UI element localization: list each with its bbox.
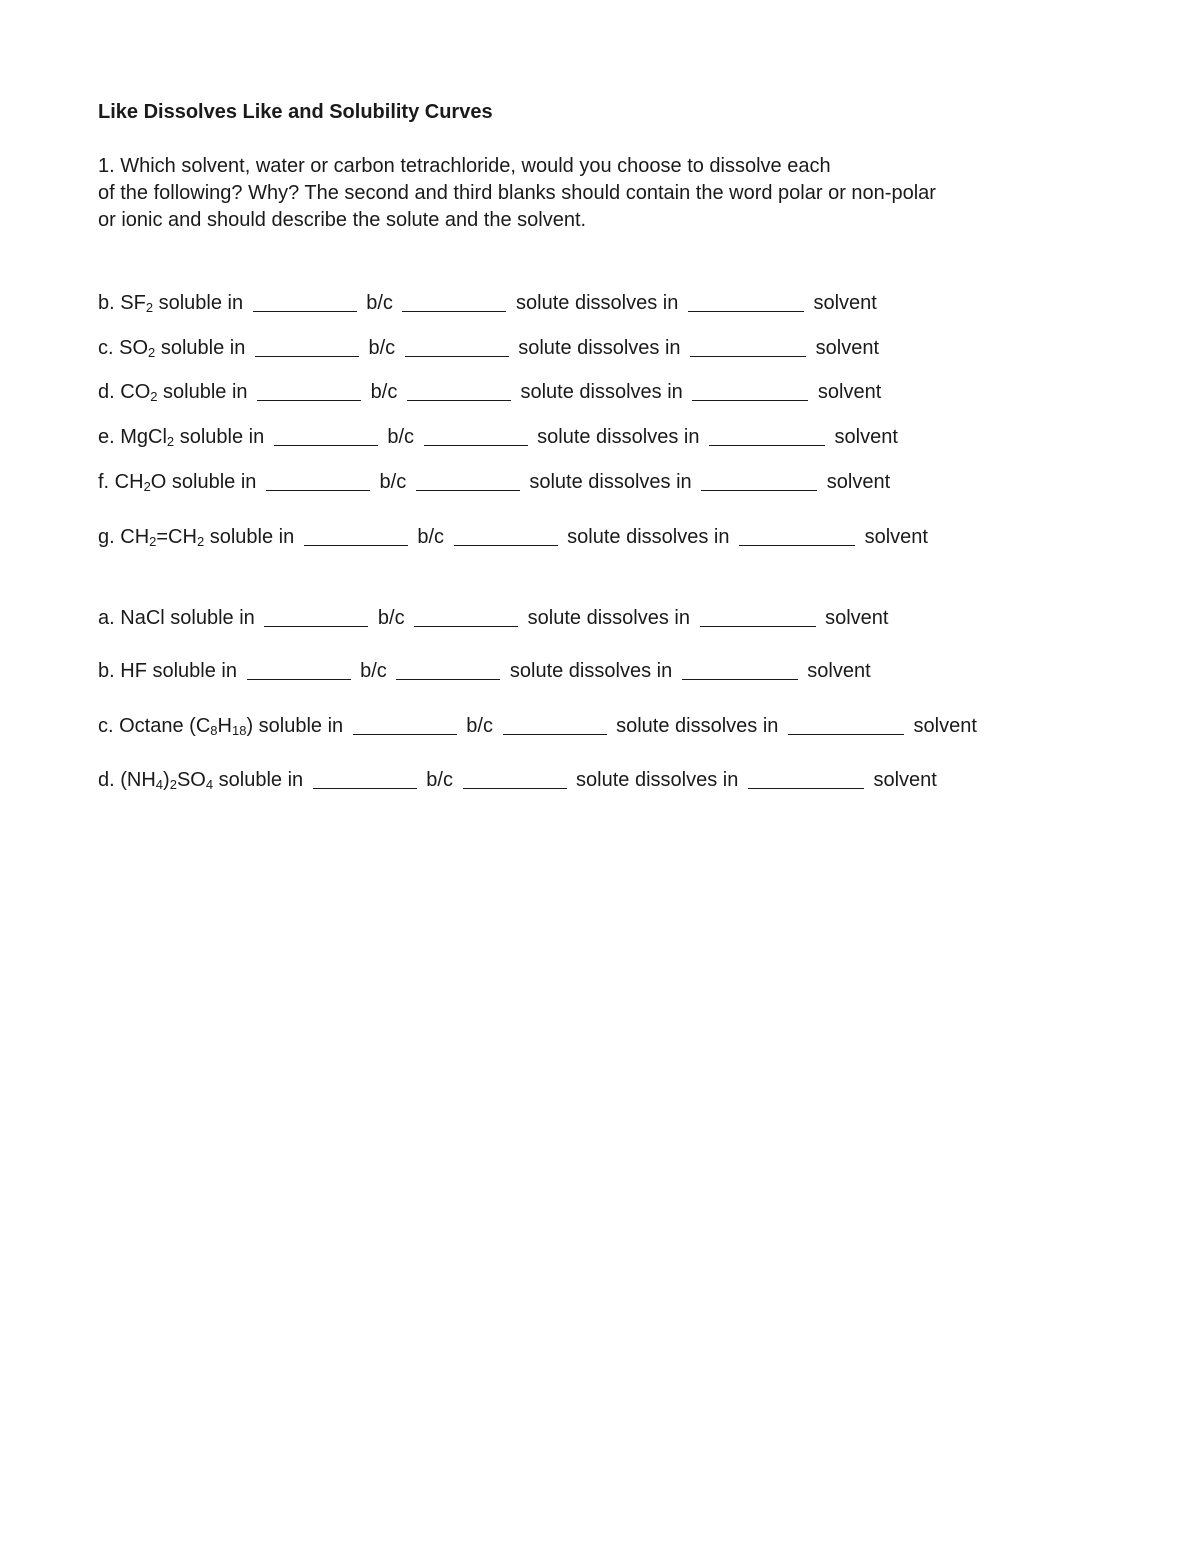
solute-type-blank[interactable]: [424, 428, 528, 446]
solvent-choice-blank[interactable]: [255, 339, 359, 357]
formula-subscript: 2: [143, 479, 151, 494]
solvent-text: solvent: [829, 426, 898, 448]
question-label: c.: [98, 337, 120, 359]
solvent-type-blank[interactable]: [788, 717, 904, 735]
instructions: [98, 153, 1158, 234]
solute-type-blank[interactable]: [503, 717, 607, 735]
formula-text: SF: [120, 292, 146, 314]
solvent-text: solvent: [907, 715, 977, 737]
solute-dissolves-in-text: solute dissolves in: [610, 715, 784, 737]
question-label: d.: [98, 381, 121, 403]
solvent-choice-blank[interactable]: [266, 473, 370, 491]
formula-text: H: [217, 715, 232, 737]
solute-type-blank[interactable]: [416, 473, 520, 491]
solvent-type-blank[interactable]: [700, 609, 816, 627]
solvent-choice-blank[interactable]: [253, 294, 357, 312]
soluble-in-text: soluble in: [174, 426, 270, 448]
solute-dissolves-in-text: solute dissolves in: [522, 607, 696, 629]
solvent-text: solvent: [819, 607, 889, 629]
soluble-in-text: soluble in: [166, 471, 262, 493]
question-item: [98, 424, 898, 452]
soluble-in-text: soluble in: [213, 769, 309, 791]
because-text: b/c: [360, 292, 399, 314]
question-item: [98, 379, 881, 407]
solute-dissolves-in-text: solute dissolves in: [512, 337, 687, 359]
because-text: b/c: [373, 471, 412, 493]
instructions-line-3: or ionic and should describe the solute and the solvent.: [98, 209, 587, 231]
question-item: [98, 469, 890, 497]
solute-dissolves-in-text: solute dissolves in: [561, 526, 736, 548]
formula-text: CH: [120, 526, 150, 548]
chemical-formula: [120, 381, 157, 403]
formula-text: MgCl: [120, 426, 167, 448]
solvent-choice-blank[interactable]: [313, 771, 417, 789]
solute-dissolves-in-text: solute dissolves in: [510, 292, 684, 314]
soluble-in-text: soluble in: [152, 660, 243, 682]
solvent-type-blank[interactable]: [690, 339, 806, 357]
solvent-type-blank[interactable]: [709, 428, 825, 446]
question-label: f.: [98, 471, 115, 493]
question-label: d.: [98, 769, 121, 791]
because-text: b/c: [411, 526, 450, 548]
formula-subscript: 2: [166, 434, 175, 449]
soluble-in-text: soluble in: [204, 526, 300, 548]
formula-text: ): [246, 715, 254, 737]
soluble-in-text: soluble in: [153, 292, 249, 314]
formula-subscript: 2: [145, 300, 154, 315]
formula-subscript: 2: [169, 777, 177, 792]
solvent-text: solvent: [807, 292, 877, 314]
chemical-formula: [120, 292, 153, 314]
solvent-type-blank[interactable]: [688, 294, 804, 312]
formula-subscript: 2: [149, 534, 157, 549]
formula-subscript: 8: [210, 723, 218, 738]
formula-subscript: 2: [148, 345, 156, 360]
solvent-choice-blank[interactable]: [353, 717, 457, 735]
question-item: [98, 767, 937, 795]
soluble-in-text: soluble in: [157, 381, 254, 403]
question-label: g.: [98, 526, 121, 548]
worksheet-title: Like Dissolves Like and Solubility Curves: [98, 101, 493, 123]
formula-text: Octane (C: [119, 715, 211, 737]
solvent-text: solvent: [810, 337, 880, 359]
soluble-in-text: soluble in: [155, 337, 251, 359]
soluble-in-text: soluble in: [170, 607, 261, 629]
because-text: b/c: [365, 381, 403, 403]
solvent-choice-blank[interactable]: [274, 428, 378, 446]
solvent-text: solvent: [812, 381, 882, 403]
formula-text: ): [163, 769, 170, 791]
solvent-type-blank[interactable]: [692, 383, 808, 401]
solute-type-blank[interactable]: [396, 662, 500, 680]
solute-dissolves-in-text: solute dissolves in: [531, 426, 705, 448]
solute-dissolves-in-text: solute dissolves in: [570, 769, 744, 791]
because-text: b/c: [420, 769, 459, 791]
chemical-formula: [120, 526, 204, 548]
formula-text: SO: [119, 337, 149, 359]
formula-text: SO: [176, 769, 206, 791]
solute-type-blank[interactable]: [414, 609, 518, 627]
chemical-formula: [120, 660, 152, 682]
question-label: c.: [98, 715, 120, 737]
instructions-line-2: of the following? Why? The second and third blanks should contain the word polar or non-polar: [98, 182, 936, 204]
question-item: [98, 335, 879, 363]
solute-dissolves-in-text: solute dissolves in: [523, 471, 698, 493]
solute-type-blank[interactable]: [454, 528, 558, 546]
question-item: [98, 658, 871, 684]
solvent-text: solvent: [801, 660, 871, 682]
chemical-formula: [115, 471, 167, 493]
solvent-choice-blank[interactable]: [304, 528, 408, 546]
solute-type-blank[interactable]: [463, 771, 567, 789]
solute-dissolves-in-text: solute dissolves in: [504, 660, 678, 682]
formula-text: O: [150, 471, 167, 493]
question-label: a.: [98, 607, 121, 629]
solvent-type-blank[interactable]: [701, 473, 817, 491]
chemical-formula: [119, 337, 155, 359]
because-text: b/c: [372, 607, 411, 629]
formula-text: CO: [120, 381, 151, 403]
formula-subscript: 4: [155, 777, 164, 792]
formula-text: NaCl: [120, 607, 171, 629]
solvent-type-blank[interactable]: [748, 771, 864, 789]
solvent-type-blank[interactable]: [739, 528, 855, 546]
solvent-text: solvent: [859, 526, 928, 548]
formula-text: HF: [120, 660, 153, 682]
because-text: b/c: [460, 715, 499, 737]
solute-type-blank[interactable]: [407, 383, 511, 401]
formula-subscript: 18: [231, 723, 247, 738]
question-label: b.: [98, 292, 121, 314]
formula-subscript: 4: [205, 777, 214, 792]
solvent-text: solvent: [821, 471, 891, 493]
solvent-text: solvent: [867, 769, 937, 791]
solute-dissolves-in-text: solute dissolves in: [514, 381, 689, 403]
because-text: b/c: [381, 426, 420, 448]
formula-subscript: 2: [150, 389, 158, 404]
formula-text: CH: [114, 471, 144, 493]
formula-subscript: 2: [196, 534, 205, 549]
solvent-choice-blank[interactable]: [247, 662, 351, 680]
solvent-choice-blank[interactable]: [264, 609, 368, 627]
question-item: [98, 524, 928, 552]
chemical-formula: [119, 715, 253, 737]
chemical-formula: [120, 607, 170, 629]
question-item: [98, 605, 888, 631]
solvent-type-blank[interactable]: [682, 662, 798, 680]
chemical-formula: [120, 426, 174, 448]
solute-type-blank[interactable]: [402, 294, 506, 312]
solute-type-blank[interactable]: [405, 339, 509, 357]
chemical-formula: [120, 769, 213, 791]
question-item: [98, 290, 877, 318]
solvent-choice-blank[interactable]: [257, 383, 361, 401]
formula-text: (NH: [120, 769, 156, 791]
question-label: b.: [98, 660, 121, 682]
instructions-line-1: 1. Which solvent, water or carbon tetrachloride, would you choose to dissolve each: [98, 155, 831, 177]
question-label: e.: [98, 426, 121, 448]
soluble-in-text: soluble in: [253, 715, 349, 737]
formula-text: =CH: [156, 526, 197, 548]
because-text: b/c: [354, 660, 393, 682]
because-text: b/c: [362, 337, 401, 359]
question-item: [98, 713, 977, 741]
